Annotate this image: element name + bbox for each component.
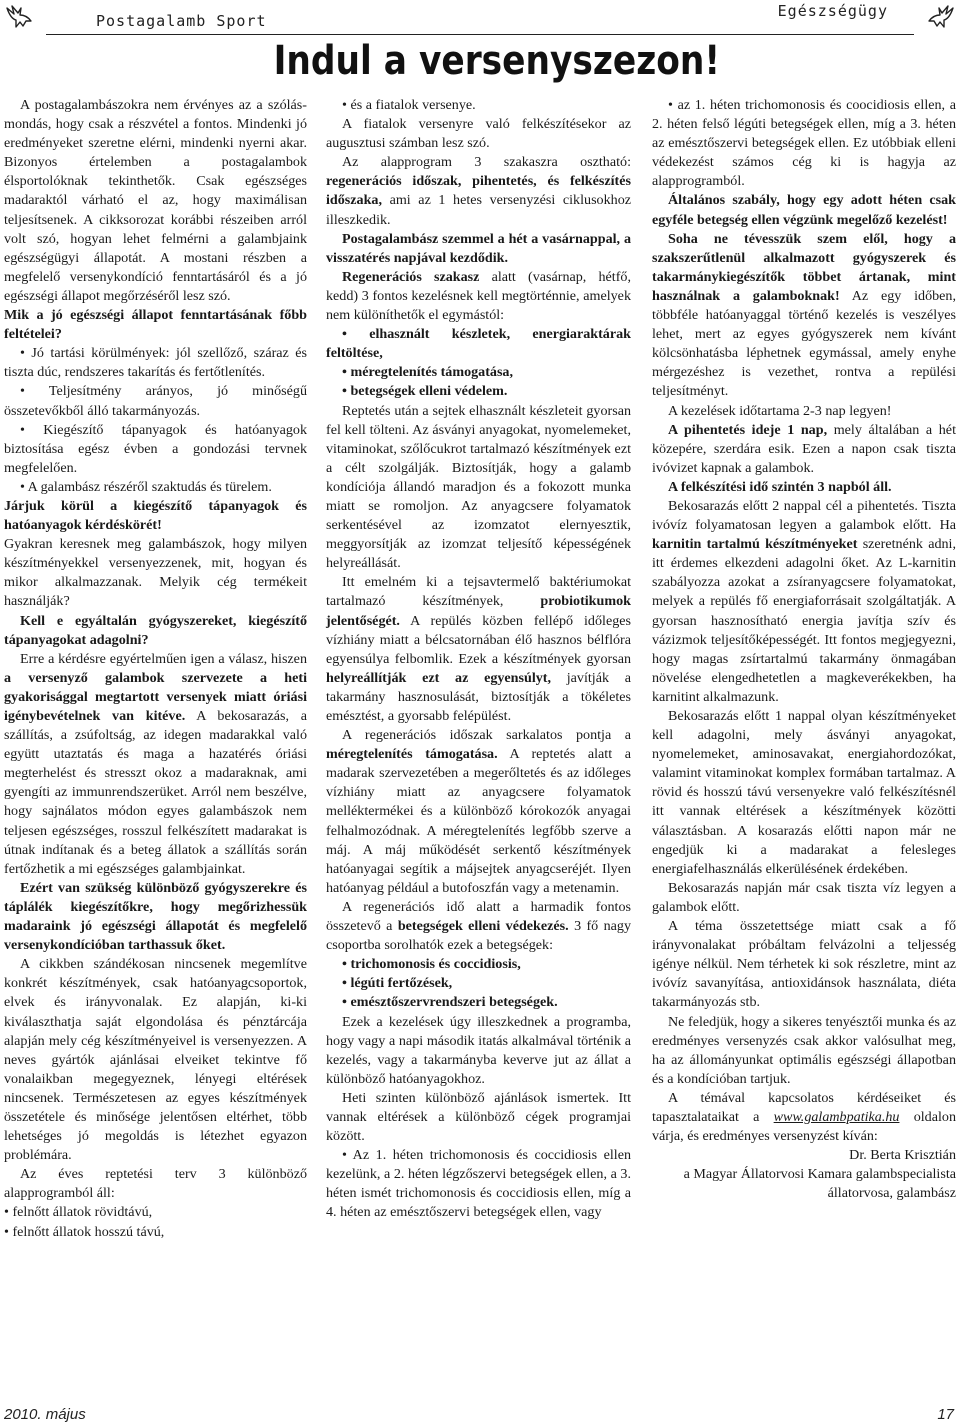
author-title: a Magyar Állatorvosi Kamara galambspecialista állatorvosa, galambász — [683, 1166, 956, 1202]
website-link[interactable]: www.galambpatika.hu — [773, 1108, 900, 1125]
subheading: Járjuk körül a kiegészítő tápanyagok és hatóanyagok kérdéskörét! — [4, 497, 307, 534]
paragraph: A kezelések időtartama 2-3 nap legyen! — [668, 402, 892, 419]
article-column-3 — [652, 96, 956, 1203]
list-item: • felnőtt állatok rövidtávú, — [4, 1204, 153, 1221]
magazine-name: Postagalamb Sport — [96, 12, 267, 30]
list-item: • betegségek elleni védelem. — [342, 383, 508, 400]
list-item: • az 1. héten trichomonosis és coocidiosis ellen, a 2. héten felső légúti betegségek ellen, míg a 3. héten az emésztőszervi betegségek ellen. Ez utóbbiak elleni védekezést számos cég ki is hagyja az alapprogramból. — [652, 97, 956, 190]
paragraph: Bekosarazás napján már csak tiszta víz legyen a galambok előtt. — [652, 879, 956, 915]
paragraph: A postagalambászokra nem érvényes az a szólás-mondás, hogy csak a részvétel a fontos. Mindenki jó eredményeket szeretne elérni, mindenki nyerni akar. Bizonyos értelemben a postagalambok élsportolóknak tekinthetők. Csak egészséges madaraktól várható el az, hogy maximálisan teljesítsenek. A cikksorozat korábbi részeiben arról volt szó, hogyan lehet felmérni a galambjaink egészségügyi állapotát. A mostani részben a megfelelő versenykondíció fenntartásáról és a jó egészségi állapot megőrzéséről lesz szó. — [4, 97, 307, 304]
paragraph: Regenerációs szakasz alatt (vasárnap, hétfő, kedd) 3 fontos kezelésnek kell megtörténnie, amelyek nem különíthetők el egymástól: — [326, 268, 631, 324]
subheading: A felkészítési idő szintén 3 napból áll. — [668, 478, 892, 495]
paragraph: Az alapprogram 3 szakaszra osztható: regenerációs időszak, pihentetés, és felkészítés időszaka, ami az 1 hetes versenyzési ciklusokhoz illeszkedik. — [326, 154, 631, 228]
paragraph: Bekosarazás előtt 1 nappal olyan készítményeket kell adagolni, mely ásványi anyagokat, nyomelemeket, aminosavakat, energiahordozókat, valamint vitaminokat komplex formában tartalmaz. A rövid és hosszú távú versenyekre való felkészítésnél itt vannak eltérések a készítmények közötti választásban. A kosarazás előtti napon már ne engedjük ki a madarakat a felesleges energiafelhasználás elkerülésének érdekében. — [652, 708, 956, 877]
paragraph: A pihentetés ideje 1 nap, mely általában a hét közepére, szerdára esik. Ezen a napon csak tiszta ivóvizet kapnak a galambok. — [652, 421, 956, 476]
paragraph: Bekosarazás előtt 2 nappal cél a pihentetés. Tiszta ivóvíz folyamatosan legyen a galambok előtt. Ha karnitin tartalmú készítményeket szeretnénk adni, itt érdemes elkezdeni adagolni őket. Az L-karnitin szabályozza azokat a zsíranyagcsere folyamatokat, melyek a repülés fő energiaforrásait szolgáltatják. A gyorsan hasznosítható energia javítja szív és vázizmok teljesítőképességét. Itt fontos megjegyezni, hogy magas zsírtartalmú takarmány önmagában növelése elengedhetetlen a magkeverékekben, ha karnitint alkalmazunk. — [652, 497, 956, 705]
list-item: • A galambász részéről szaktudás és türelem. — [20, 478, 272, 495]
list-item: • légúti fertőzések, — [342, 975, 453, 992]
list-item: • és a fiatalok versenye. — [342, 97, 476, 113]
subheading: Postagalambász szemmel a hét a vasárnappal, a visszatérés napjával kezdődik. — [326, 230, 631, 266]
list-item: • Kiegészítő tápanyagok és hatóanyagok biztosítása egész évben a gondozási tervnek megfelelően. — [4, 421, 307, 476]
list-item: • elhasznált készletek, energiaraktárak feltöltése, — [326, 326, 631, 362]
paragraph: Ezért van szükség különböző gyógyszerekre és táplálék kiegészítőkre, hogy megőrizhessük madaraink jó egészségi állapotát és megfelelő versenykondícióban tarthassuk őket. — [4, 879, 307, 954]
paragraph: A regenerációs időszak sarkalatos pontja a méregtelenítés támogatása. A reptetés alatt a madarak szervezetében a megerőltetés és az időleges vízhiány miatt az anyagcsere folyamatok melléktermékei és a különböző kórokozók anyagai felhalmozódnak. A méregtelenítés legfőbb szerve a máj. A máj működését serkentő készítmények hatóanyagai segítik a májsejtek anyagcseréjét. Ilyen hatóanyag például a butofoszfán vagy a metenamin. — [326, 727, 631, 896]
paragraph: Általános szabály, hogy egy adott héten csak egyféle betegség ellen végzünk megelőző kezelést! — [652, 192, 956, 228]
paragraph: A regenerációs idő alatt a harmadik fontos összetevő a betegségek elleni védekezés. 3 fő nagy csoportba sorolhatók ezek a betegségek: — [326, 898, 632, 954]
subheading: Mik a jó egészségi állapot fenntartásának főbb feltételei? — [4, 307, 307, 343]
paragraph: Ezek a kezelések úgy illeszkednek a programba, hogy vagy a napi második itatás alkalmával történik a kezelés, vagy a takarmányba keverve jut az állat a különböző hatóanyagokhoz. — [326, 1013, 631, 1087]
subheading: Kell e egyáltalán gyógyszereket, kiegészítő tápanyagokat adagolni? — [4, 612, 307, 648]
section-name: Egészségügy — [777, 2, 888, 20]
paragraph: A témával kapcsolatos kérdéseiket és tapasztalataikat a www.galambpatika.hu oldalon várja, és eredményes versenyzést kíván: — [652, 1089, 956, 1145]
paragraph: Gyakran keresnek meg galambászok, hogy milyen készítményekkel versenyezzenek, mit, hogyan és mikor alkalmazzanak. Melyik cég termékeit használják? — [4, 536, 307, 610]
paragraph: Soha ne tévesszük szem elől, hogy a szakszerűtlenül alkalmazott gyógyszerek és takarmánykiegészítők többet ártanak, mint használnak a galamboknak! Az egy időben, többféle hatóanyaggal történő kezelés is veszélyes lehet, mert az egyes gyógyszerek nem kívánt kölcsönhatásba léphetnek egymással, amely enyhe mérgezéshez is vezethet, rontva a repülési teljesítményt. — [652, 230, 956, 400]
paragraph: Reptetés után a sejtek elhasznált készleteit gyorsan fel kell tölteni. Az ásványi anyagokat, nyomelemeket, vitaminokat, szőlőcukrot tartalmazó készítmények ezt a célt szolgálják. Biztosítják, hogy a galamb kondíciója állandó maradjon és a fokozott munka miatt se romoljon. Az anyagcsere folyamatok serkentésével az izomzatot elernyesztik, meggyorsítják az izomzat teljesítő képességének helyreállását. — [326, 402, 631, 572]
list-item: • trichomonosis és coccidiosis, — [342, 956, 521, 973]
paragraph: Heti szinten különböző ajánlások ismertek. Itt vannak eltérések a különböző cégek programjai között. — [326, 1089, 631, 1145]
list-item: • Jó tartási körülmények: jól szellőző, száraz és tiszta dúc, rendszeres takarítás és fertőtlenítés. — [4, 345, 307, 381]
list-item: • Teljesítmény arányos, jó minőségű összetevőkből álló takarmányozás. — [4, 383, 307, 419]
page-number: 17 — [937, 1406, 954, 1423]
article-column-2 — [326, 96, 631, 1223]
paragraph: Erre a kérdésre egyértelműen igen a válasz, hiszen a versenyző galambok szervezete a heti gyakorisággal megtartott versenyek miatt óriási igénybevételnek van kitéve. A bekosarazás, a szállítás, a zsúfoltság, az idegen madarakkal való együtt utaztatás és maga a hazatérés óriási megterhelést és stresszt okoz a madaraknak, ami gyengíti az immunrendszerüket. Arról nem beszélve, hogy sajnálatos módon egyes galambászok nem teljesen egészséges, rosszul felkészített madarakat is útnak indítanak és a beteg állatok a szállítás során fertőzhetik a mi egészséges galambjainkat. — [4, 650, 308, 877]
list-item: • felnőtt állatok hosszú távú, — [4, 1223, 165, 1240]
paragraph: Az éves reptetési terv 3 különböző alapprogramból áll: — [4, 1166, 307, 1202]
issue-date: 2010. május — [4, 1406, 86, 1423]
list-item: • Az 1. héten trichomonosis és coccidiosis ellen kezelünk, a 2. héten légzőszervi betegségek ellen, a 3. héten ismét trichomonosis és coccidiosis ellen, míg a 4. héten az emésztőszervi betegségek ellen, vagy — [326, 1147, 631, 1221]
header-divider — [46, 34, 914, 35]
paragraph: Itt emelném ki a tejsavtermelő baktériumokat tartalmazó készítmények, probiotikumok jelentőségét. A repülés közben fellépő időleges vízhiány miatt a bélcsatornában élő hasznos bélflóra egyensúlya felbomlik. Ezek a készítmények gyorsan helyreállítják ezt az egyensúlyt, javítják a takarmány hasznosulását, biztosítják a tökéletes emésztést, a gyorsabb felépülést. — [326, 574, 631, 724]
paragraph: Ne feledjük, hogy a sikeres tenyésztői munka és az eredményes versenyzés csak akkor valósulhat meg, ha az állományunkat optimális egészségi állapotban és a kondícióban tartjuk. — [652, 1013, 956, 1087]
pigeon-logo-icon — [926, 2, 956, 32]
paragraph: A cikkben szándékosan nincsenek megemlítve konkrét készítmények, csak hatóanyagcsoportok, elvek és irányvonalak. Ez alapján, ki-ki kiválaszthatja saját elgondolása és pénztárcája alapján mely cég készítményeivel is versenyezzen. A neves gyártók ajánlásai elveiket tekintve fő vonalaikban megegyeznek, lényegi eltérések nincsenek. Természetesen az egyes készítmények összetétele és minősége jelentősen eltérhet, több lehetséges jó megoldás is létezhet egyazon problémára. — [4, 956, 307, 1164]
article-column-1 — [4, 96, 307, 1242]
pigeon-logo-icon — [4, 2, 34, 32]
paragraph: A fiatalok versenyre való felkészítésekor az augusztusi számban lesz szó. — [326, 116, 631, 152]
paragraph: A téma összetettsége miatt csak a fő irányvonalakat próbáltam felvázolni a teljesség igénye nélkül. Nem térhetek ki sok részletre, mint az ivóvíz savanyítása, antioxidánsok használata, diéta takarmányozás stb. — [652, 918, 956, 1011]
list-item: • méregtelenítés támogatása, — [342, 364, 514, 381]
list-item: • emésztőszervrendszeri betegségek. — [342, 994, 558, 1011]
author-name: Dr. Berta Krisztián — [849, 1147, 956, 1164]
article-title: Indul a versenyszezon! — [273, 38, 721, 84]
